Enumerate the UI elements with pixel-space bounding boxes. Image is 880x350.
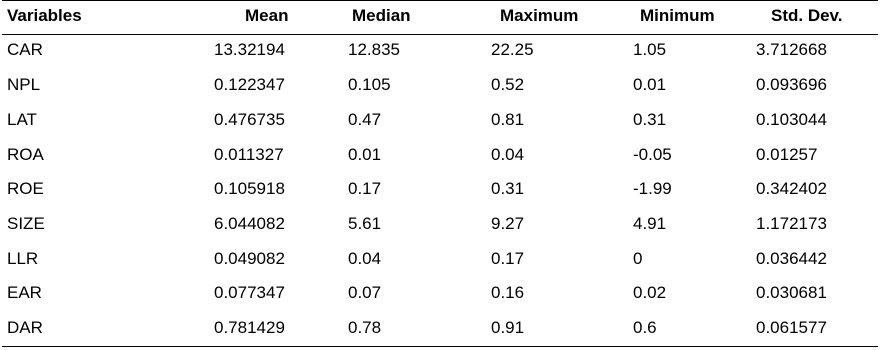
cell-std-dev: 0.103044 — [756, 110, 827, 129]
cell-std-dev: 3.712668 — [756, 40, 827, 59]
cell-mean: 0.781429 — [214, 318, 285, 337]
cell-minimum: 0.02 — [633, 283, 667, 302]
cell-maximum: 0.17 — [491, 249, 525, 268]
cell-variable: SIZE — [7, 214, 45, 233]
header-median: Median — [352, 6, 411, 25]
cell-median: 0.17 — [348, 179, 382, 198]
cell-maximum: 0.81 — [491, 110, 525, 129]
cell-variable: LAT — [7, 110, 37, 129]
cell-minimum: 0.6 — [633, 318, 657, 337]
cell-minimum: 1.05 — [633, 40, 667, 59]
table-bottom-rule — [2, 346, 878, 347]
cell-median: 0.01 — [348, 145, 382, 164]
table-row — [0, 242, 880, 276]
cell-std-dev: 0.036442 — [756, 249, 827, 268]
cell-median: 0.04 — [348, 249, 382, 268]
cell-variable: LLR — [7, 249, 39, 268]
table-row — [0, 276, 880, 310]
header-minimum: Minimum — [640, 6, 715, 25]
cell-minimum: 0.01 — [633, 75, 667, 94]
cell-median: 0.105 — [348, 75, 391, 94]
table-header-row — [0, 0, 880, 34]
table-row — [0, 33, 880, 67]
table-row — [0, 103, 880, 137]
cell-minimum: 4.91 — [633, 214, 667, 233]
cell-minimum: -1.99 — [633, 179, 672, 198]
table-row — [0, 68, 880, 102]
cell-mean: 0.105918 — [214, 179, 285, 198]
cell-std-dev: 1.172173 — [756, 214, 827, 233]
header-variables: Variables — [7, 6, 82, 25]
cell-maximum: 22.25 — [491, 40, 534, 59]
cell-std-dev: 0.093696 — [756, 75, 827, 94]
header-maximum: Maximum — [500, 6, 579, 25]
cell-variable: ROA — [7, 145, 44, 164]
cell-std-dev: 0.030681 — [756, 283, 827, 302]
cell-mean: 13.32194 — [214, 40, 285, 59]
cell-maximum: 9.27 — [491, 214, 525, 233]
header-std-dev: Std. Dev. — [771, 6, 843, 25]
cell-minimum: -0.05 — [633, 145, 672, 164]
cell-minimum: 0.31 — [633, 110, 667, 129]
cell-median: 0.47 — [348, 110, 382, 129]
cell-std-dev: 0.01257 — [756, 145, 818, 164]
cell-median: 5.61 — [348, 214, 382, 233]
cell-variable: CAR — [7, 40, 43, 59]
cell-variable: ROE — [7, 179, 44, 198]
cell-maximum: 0.52 — [491, 75, 525, 94]
cell-minimum: 0 — [633, 249, 643, 268]
cell-median: 0.07 — [348, 283, 382, 302]
cell-std-dev: 0.342402 — [756, 179, 827, 198]
cell-maximum: 0.91 — [491, 318, 525, 337]
header-mean: Mean — [245, 6, 289, 25]
cell-variable: EAR — [7, 283, 42, 302]
cell-std-dev: 0.061577 — [756, 318, 827, 337]
table-row — [0, 138, 880, 172]
cell-mean: 6.044082 — [214, 214, 285, 233]
cell-maximum: 0.04 — [491, 145, 525, 164]
cell-mean: 0.049082 — [214, 249, 285, 268]
cell-mean: 0.077347 — [214, 283, 285, 302]
table-row — [0, 311, 880, 345]
cell-mean: 0.011327 — [214, 145, 284, 164]
cell-variable: NPL — [7, 75, 41, 94]
cell-median: 0.78 — [348, 318, 382, 337]
cell-maximum: 0.16 — [491, 283, 525, 302]
table-row — [0, 172, 880, 206]
table-row — [0, 207, 880, 241]
cell-median: 12.835 — [348, 40, 400, 59]
cell-mean: 0.122347 — [214, 75, 285, 94]
cell-maximum: 0.31 — [491, 179, 525, 198]
cell-mean: 0.476735 — [214, 110, 285, 129]
cell-variable: DAR — [7, 318, 43, 337]
